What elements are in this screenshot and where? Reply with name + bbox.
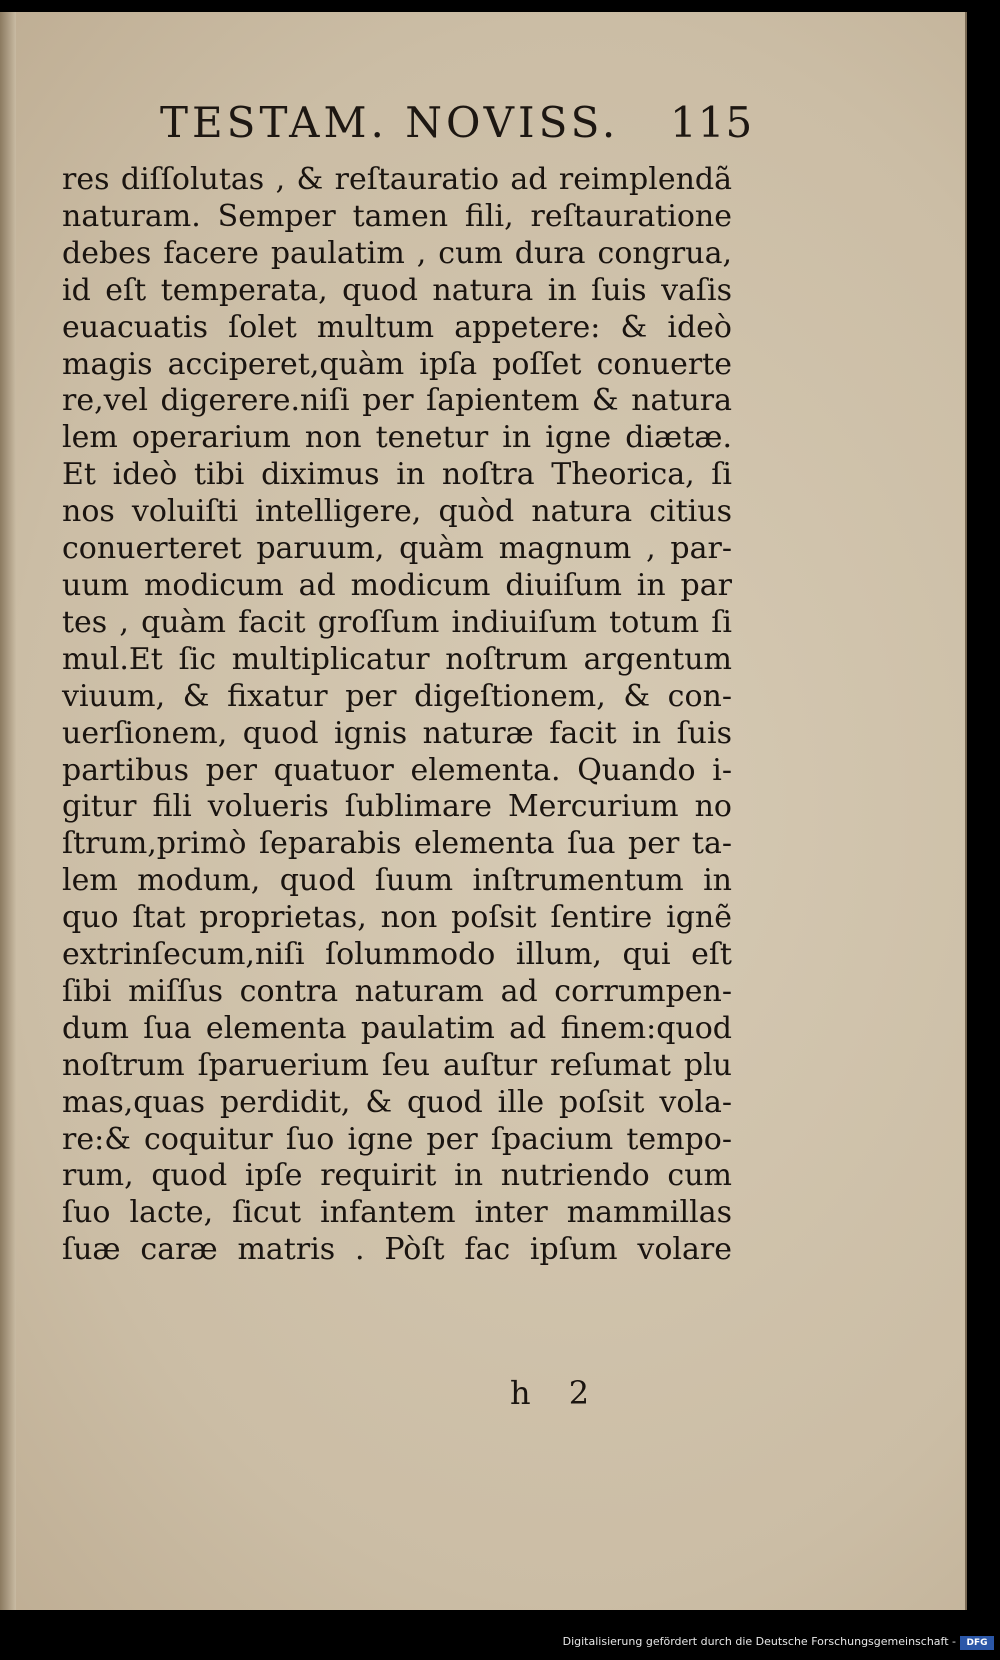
book-page [0, 12, 967, 1610]
running-header [160, 92, 754, 152]
text-line: uum modicum ad modicum diuiſum in par [62, 567, 732, 603]
text-line: res diſſolutas , & reſtauratio ad reimplendã [62, 162, 732, 197]
text-line: noſtrum ſparuerium ſeu auſtur reſumat plu [62, 1047, 732, 1083]
text-line: re:& coquitur ſuo igne per ſpacium tempo- [62, 1121, 732, 1157]
text-line: lem modum, quod ſuum inſtrumentum in [62, 863, 732, 899]
text-line: euacuatis ſolet multum appetere: & ideò [62, 309, 732, 345]
text-line: debes facere paulatim , cum dura congrua, [62, 235, 732, 271]
signature-mark: h 2 [510, 1374, 604, 1412]
text-line: ſtrum,primò ſeparabis elementa ſua per ta- [62, 826, 732, 862]
text-line: partibus per quatuor elementa. Quando i- [62, 752, 732, 788]
text-line: dum ſua elementa paulatim ad finem:quod [62, 1010, 732, 1046]
footer-bar [0, 1610, 1000, 1660]
page-gutter [0, 12, 16, 1610]
text-line: tes , quàm facit groſſum indiuiſum totum ſi [62, 604, 732, 640]
text-line: conuerteret paruum, quàm magnum , par- [62, 531, 732, 567]
text-line: ſuo lacte, ſicut infantem inter mammillas [62, 1195, 732, 1231]
dfg-logo: DFG [960, 1636, 994, 1650]
text-line: mas,quas perdidit, & quod ille poſsit vola- [62, 1084, 732, 1120]
text-line: ſuæ caræ matris . Pòſt fac ipſum volare [62, 1232, 732, 1268]
footer-credit: Digitalisierung gefördert durch die Deutsche Forschungsgemeinschaft - [562, 1635, 956, 1648]
text-line: re,vel digerere.niſi per ſapientem & natura [62, 383, 732, 419]
page-number: 115 [670, 98, 754, 147]
text-line: id eſt temperata, quod natura in ſuis vaſis [62, 272, 732, 308]
running-title: TESTAM. NOVISS. [160, 98, 620, 147]
text-line: viuum, & fixatur per digeſtionem, & con- [62, 678, 732, 714]
body-text [62, 162, 732, 1269]
text-line: gitur fili volueris ſublimare Mercurium no [62, 789, 732, 825]
text-line: nos voluiſti intelligere, quòd natura citius [62, 494, 732, 530]
text-line: extrinſecum,niſi ſolummodo illum, qui eſt [62, 937, 732, 973]
text-line: mul.Et ſic multiplicatur noſtrum argentum [62, 641, 732, 677]
text-line: uerſionem, quod ignis naturæ facit in ſuis [62, 715, 732, 751]
text-line: rum, quod ipſe requirit in nutriendo cum [62, 1158, 732, 1194]
text-line: naturam. Semper tamen fili, reſtauratione [62, 198, 732, 234]
text-line: lem operarium non tenetur in igne diætæ. [62, 420, 732, 456]
text-line: magis acciperet,quàm ipſa poſſet conuerte [62, 346, 732, 382]
text-line: quo ſtat proprietas, non poſsit ſentire ignẽ [62, 900, 732, 936]
text-line: ſibi miſſus contra naturam ad corrumpen- [62, 973, 732, 1009]
text-line: Et ideò tibi diximus in noſtra Theorica, ſi [62, 457, 732, 493]
